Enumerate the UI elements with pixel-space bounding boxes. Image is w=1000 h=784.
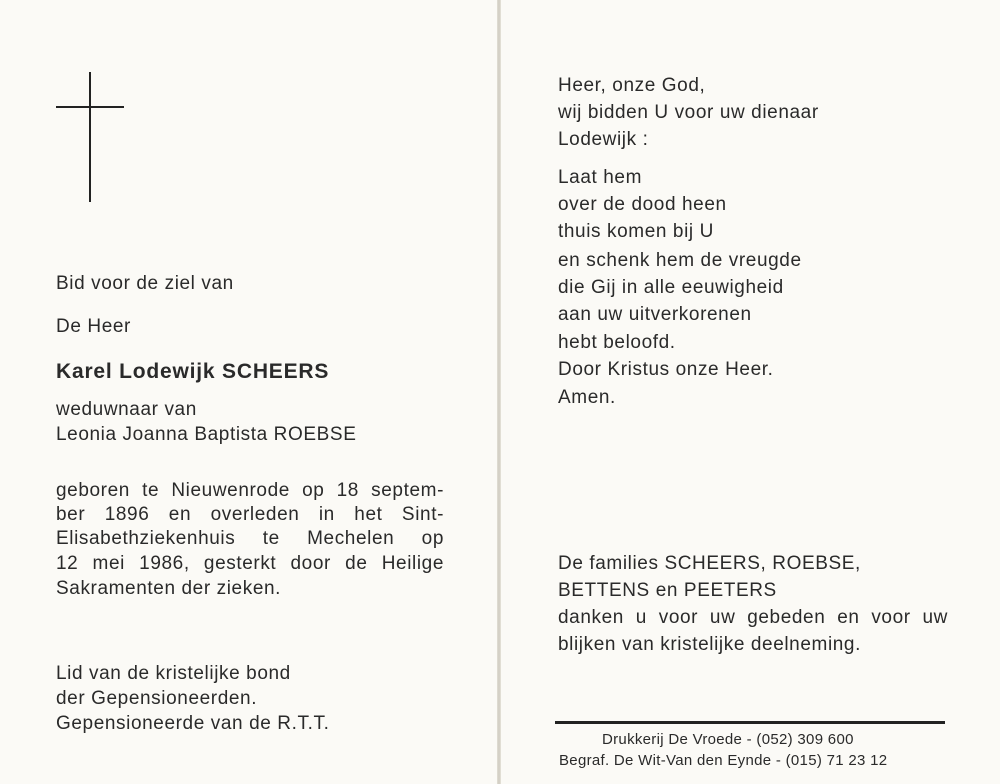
spouse-name: Leonia Joanna Baptista ROEBSE <box>56 424 357 445</box>
prayer-line: thuis komen bij U <box>558 221 714 242</box>
prayer-line: Lodewijk : <box>558 129 649 150</box>
bio-line: ber 1896 en overleden in het Sint- <box>56 504 444 525</box>
funeral-credit: Begraf. De Wit-Van den Eynde - (015) 71 23 12 <box>559 752 888 769</box>
prayer-line: aan uw uitverkorenen <box>558 304 752 325</box>
thanks-line: BETTENS en PEETERS <box>558 580 777 601</box>
prayer-line: en schenk hem de vreugde <box>558 250 802 271</box>
bio-line: Sakramenten der zieken. <box>56 578 282 599</box>
thanks-line: De families SCHEERS, ROEBSE, <box>558 553 861 574</box>
prayer-line: Door Kristus onze Heer. <box>558 359 774 380</box>
prayer-line: Laat hem <box>558 167 643 188</box>
bio-line: geboren te Nieuwenrode op 18 septem- <box>56 480 444 501</box>
bio-line: 12 mei 1986, gesterkt door de Heilige <box>56 553 444 574</box>
title-text: De Heer <box>56 316 131 337</box>
prayer-line: over de dood heen <box>558 194 727 215</box>
prayer-line: Heer, onze God, <box>558 75 706 96</box>
prayer-line: Amen. <box>558 387 616 408</box>
printer-credit: Drukkerij De Vroede - (052) 309 600 <box>602 731 854 748</box>
membership-line: Lid van de kristelijke bond <box>56 663 291 684</box>
thanks-line: blijken van kristelijke deelneming. <box>558 634 861 655</box>
thanks-line: danken u voor uw gebeden en voor uw <box>558 607 948 628</box>
printer-divider <box>555 721 945 724</box>
membership-line: der Gepensioneerden. <box>56 688 258 709</box>
prayer-line: die Gij in alle eeuwigheid <box>558 277 784 298</box>
prayer-line: hebt beloofd. <box>558 332 676 353</box>
intro-text: Bid voor de ziel van <box>56 273 234 294</box>
widower-label: weduwnaar van <box>56 399 197 420</box>
deceased-name: Karel Lodewijk SCHEERS <box>56 360 330 383</box>
left-panel <box>0 0 497 784</box>
prayer-line: wij bidden U voor uw dienaar <box>558 102 819 123</box>
bio-line: Elisabethziekenhuis te Mechelen op <box>56 528 444 549</box>
membership-line: Gepensioneerde van de R.T.T. <box>56 713 330 734</box>
